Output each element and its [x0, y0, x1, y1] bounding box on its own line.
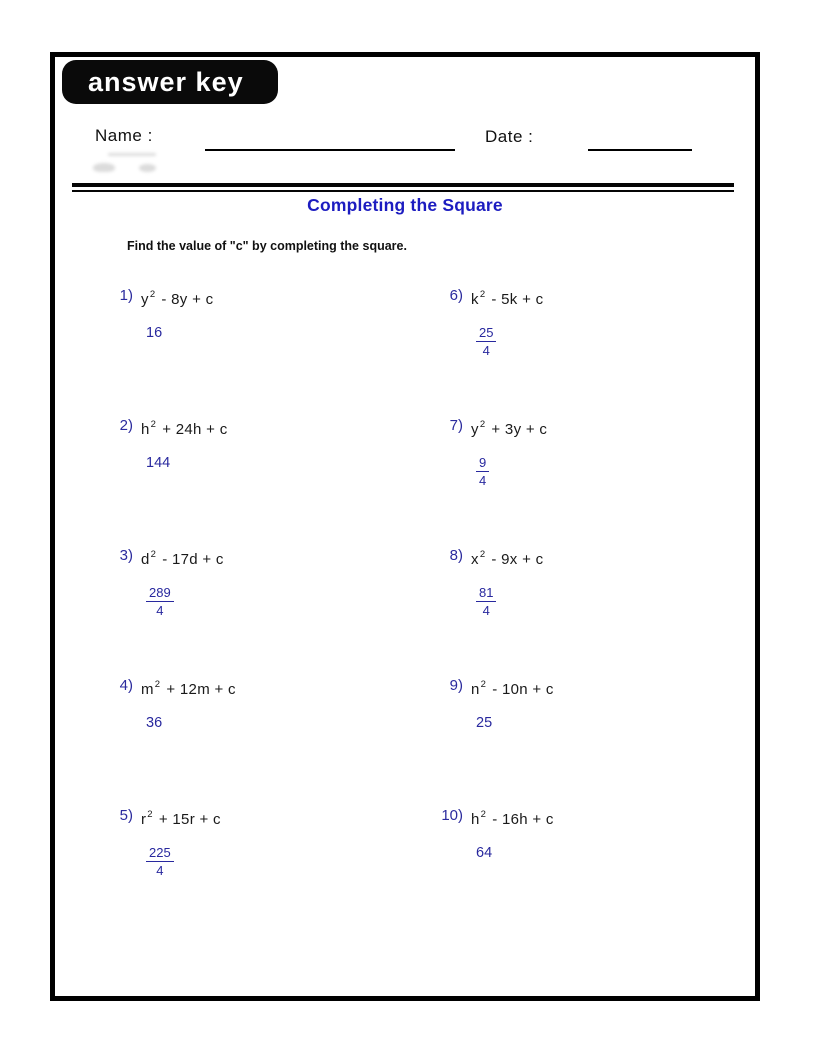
- expression-tail: + 24h + c: [162, 421, 228, 438]
- answer-key-badge: answer key: [62, 60, 278, 104]
- problem-expression: [141, 546, 224, 570]
- fraction-denominator: 4: [156, 603, 164, 618]
- expression-variable: h: [471, 811, 480, 828]
- problem-expression: [471, 416, 547, 440]
- problem-item: [428, 416, 758, 546]
- fraction-answer: [146, 845, 174, 878]
- fraction-answer: [476, 585, 496, 618]
- expression-tail: - 8y + c: [161, 291, 214, 308]
- problem-answer: 64: [476, 845, 493, 861]
- problem-item: [428, 286, 758, 416]
- fraction-numerator: 225: [146, 845, 174, 862]
- date-blank-line: [588, 149, 692, 151]
- problem-answer: 25: [476, 715, 493, 731]
- fraction-numerator: 81: [476, 585, 496, 602]
- problem-number: 1): [119, 287, 133, 304]
- fraction-answer: [476, 455, 489, 488]
- problem-number: 10): [441, 807, 463, 824]
- page-border: [50, 52, 760, 1001]
- expression-exponent: 2: [150, 419, 157, 430]
- expression-exponent: 2: [479, 289, 486, 300]
- expression-exponent: 2: [149, 289, 156, 300]
- problem-statement: [98, 286, 428, 310]
- expression-exponent: 2: [479, 549, 486, 560]
- problem-answer: [146, 585, 428, 618]
- problem-expression: [471, 286, 543, 310]
- problem-answer: [476, 455, 758, 488]
- problem-number: 9): [449, 677, 463, 694]
- expression-variable: y: [471, 421, 479, 438]
- expression-variable: k: [471, 291, 479, 308]
- problem-item: [98, 416, 428, 546]
- erased-text-smudge: [83, 153, 173, 177]
- problem-item: [428, 806, 758, 936]
- problem-item: [98, 286, 428, 416]
- fraction-denominator: 4: [156, 863, 164, 878]
- expression-tail: + 15r + c: [158, 811, 221, 828]
- problem-statement: [98, 806, 428, 830]
- problem-statement: [428, 676, 758, 700]
- problem-number: 6): [449, 287, 463, 304]
- problem-expression: [141, 416, 228, 440]
- problem-item: [98, 806, 428, 936]
- problem-expression: [141, 286, 213, 310]
- fraction-numerator: 25: [476, 325, 496, 342]
- problem-item: [428, 676, 758, 806]
- problem-statement: [98, 416, 428, 440]
- problem-statement: [428, 416, 758, 440]
- problem-number: 8): [449, 547, 463, 564]
- problem-answer: 144: [146, 455, 171, 471]
- fraction-denominator: 4: [482, 343, 490, 358]
- expression-tail: + 3y + c: [491, 421, 548, 438]
- problem-number: 2): [119, 417, 133, 434]
- expression-exponent: 2: [480, 809, 487, 820]
- problem-expression: [141, 676, 236, 700]
- problem-answer: [476, 585, 758, 618]
- problem-item: [98, 546, 428, 676]
- problem-statement: [98, 676, 428, 700]
- expression-tail: - 5k + c: [491, 291, 544, 308]
- problems-grid: [98, 286, 758, 936]
- problem-expression: [471, 806, 554, 830]
- problem-item: [428, 546, 758, 676]
- double-rule-divider: [72, 183, 734, 192]
- expression-exponent: 2: [150, 549, 157, 560]
- problem-number: 4): [119, 677, 133, 694]
- expression-tail: + 12m + c: [166, 681, 236, 698]
- expression-variable: h: [141, 421, 150, 438]
- problem-number: 3): [119, 547, 133, 564]
- problem-answer: 36: [146, 715, 163, 731]
- expression-variable: d: [141, 551, 150, 568]
- fraction-answer: [476, 325, 496, 358]
- fraction-numerator: 289: [146, 585, 174, 602]
- problem-expression: [471, 676, 554, 700]
- worksheet-title: Completing the Square: [307, 195, 503, 215]
- fraction-denominator: 4: [479, 473, 487, 488]
- fraction-denominator: 4: [482, 603, 490, 618]
- name-blank-line: [205, 149, 455, 151]
- expression-tail: - 17d + c: [162, 551, 224, 568]
- problem-expression: [141, 806, 221, 830]
- expression-variable: n: [471, 681, 480, 698]
- expression-variable: r: [141, 811, 147, 828]
- problem-answer: [476, 325, 758, 358]
- name-label: Name :: [95, 126, 153, 145]
- expression-variable: y: [141, 291, 149, 308]
- problem-number: 5): [119, 807, 133, 824]
- problem-statement: [98, 546, 428, 570]
- problem-expression: [471, 546, 543, 570]
- expression-exponent: 2: [154, 679, 161, 690]
- expression-exponent: 2: [479, 419, 486, 430]
- fraction-answer: [146, 585, 174, 618]
- problem-number: 7): [449, 417, 463, 434]
- expression-exponent: 2: [480, 679, 487, 690]
- expression-exponent: 2: [147, 809, 153, 820]
- expression-variable: x: [471, 551, 479, 568]
- expression-tail: - 9x + c: [491, 551, 544, 568]
- problem-statement: [428, 806, 758, 830]
- fraction-numerator: 9: [476, 455, 489, 472]
- problem-statement: [428, 286, 758, 310]
- instruction-text: Find the value of "c" by completing the square.: [127, 239, 407, 253]
- problem-answer: 16: [146, 325, 163, 341]
- expression-tail: - 10n + c: [492, 681, 554, 698]
- expression-tail: - 16h + c: [492, 811, 554, 828]
- problem-statement: [428, 546, 758, 570]
- date-label: Date :: [485, 127, 534, 146]
- problem-item: [98, 676, 428, 806]
- expression-variable: m: [141, 681, 154, 698]
- problem-answer: [146, 845, 428, 878]
